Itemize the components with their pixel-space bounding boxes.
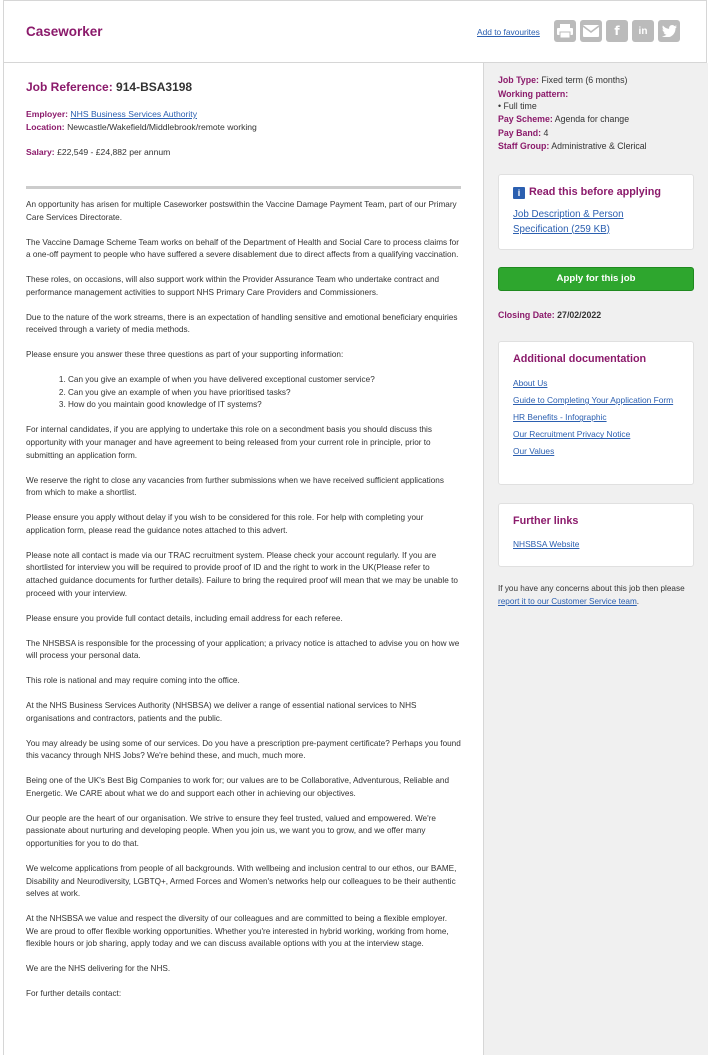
report-link[interactable]: report it to our Customer Service team (498, 596, 637, 606)
description-paragraph: Our people are the heart of our organisation. We strive to ensure they feel trusted, valued and empowered. We're passionate about nurturing and developing people. When you join us, we want you to grow, and we offer many opportunities for you to do that. (26, 813, 436, 849)
job-reference (26, 80, 192, 94)
doc-link-privacy-notice[interactable]: Our Recruitment Privacy Notice (513, 429, 631, 440)
doc-link-hr-benefits[interactable]: HR Benefits - Infographic (513, 412, 607, 423)
add-to-favourites-link[interactable]: Add to favourites (477, 27, 540, 37)
description-paragraph: At the NHS Business Services Authority (NHSBSA) we deliver a range of essential national services to NHS organisations and contractors, patients and the public. (26, 701, 417, 723)
location-label: Location: (26, 122, 65, 132)
working-pattern-value: • Full time (498, 101, 537, 112)
job-reference-value: 914-BSA3198 (116, 80, 193, 94)
page-title: Caseworker (26, 24, 103, 39)
description-paragraph: We welcome applications from people of all backgrounds. With wellbeing and inclusion central to our ethos, our BAME, Disability and Neurodiversity, LGBTQ+, Armed Forces and Women's networks help our colleagues to be their authentic selves at work. (26, 864, 457, 899)
description-paragraph: Due to the nature of the work streams, there is an expectation of handling sensitive and emotional beneficiary enquiries received through a variety of media methods. (26, 312, 458, 335)
read-before-heading (513, 186, 679, 199)
nhsbsa-website-link[interactable]: NHSBSA Website (513, 539, 580, 549)
working-pattern-label: Working pattern: (498, 88, 569, 99)
description-paragraph: Being one of the UK's Best Big Companies to work for; our values are to be Collaborative, Adventurous, Reliable and Energetic. We CARE about what we do and support each other in achieving our objectives. (26, 776, 450, 798)
description-paragraph: Please ensure you answer these three questions as part of your supporting information: (26, 350, 344, 360)
question-item: 1. Can you give an example of when you have delivered exceptional customer service? (68, 374, 461, 387)
description-paragraph: Please ensure you provide full contact details, including email address for each referee. (26, 613, 343, 623)
description-paragraph: At the NHSBSA we value and respect the diversity of our colleagues and are committed to being a flexible employer. We are proud to offer flexible working opportunities. Whether you're interested in hybrid working, working from home, flexible hours or job sharing, apply today and we can discuss available options with you at the interview stage. (26, 914, 449, 949)
job-description (26, 199, 461, 1013)
question-item: 2. Can you give an example of when you have prioritised tasks? (68, 387, 461, 400)
employer-link[interactable]: NHS Business Services Authority (70, 109, 197, 119)
further-links-heading: Further links (513, 515, 579, 527)
description-paragraph: For further details contact: (26, 989, 122, 999)
concerns-text: If you have any concerns about this job then please (498, 584, 685, 593)
print-icon[interactable] (554, 20, 576, 42)
document-links (513, 377, 679, 458)
questions-list (68, 374, 461, 412)
location-value: Newcastle/Wakefield/Middlebrook/remote working (67, 122, 257, 132)
staff-group-label: Staff Group: (498, 141, 550, 152)
location-row (26, 121, 257, 134)
doc-link-application-guide[interactable]: Guide to Completing Your Application Form (513, 395, 674, 406)
employer-label: Employer: (26, 109, 69, 119)
job-type-label: Job Type: (498, 75, 539, 85)
doc-link-our-values[interactable]: Our Values (513, 446, 555, 457)
email-icon[interactable] (580, 20, 602, 42)
pay-scheme-value: Agenda for change (554, 114, 630, 125)
job-type-value: Fixed term (6 months) (541, 75, 628, 85)
info-icon: i (513, 187, 525, 199)
read-before-applying-card (498, 174, 694, 250)
employer-row (26, 108, 197, 121)
salary-value: £22,549 - £24,882 per annum (57, 147, 171, 157)
salary-row (26, 146, 170, 159)
report-concerns (498, 583, 698, 608)
concerns-end: . (636, 596, 640, 606)
description-paragraph: An opportunity has arisen for multiple Caseworker postswithin the Vaccine Damage Payment Team, part of our Primary Care Services Directorate. (26, 200, 457, 222)
twitter-icon[interactable] (658, 20, 680, 42)
doc-link-about-us[interactable]: About Us (513, 378, 548, 388)
closing-date (498, 310, 601, 320)
description-paragraph: This role is national and may require coming into the office. (26, 676, 240, 686)
description-paragraph: The Vaccine Damage Scheme Team works on behalf of the Department of Health and Social Care to process claims for a one-off payment to people who have suffered a severe disablement due to direct affects from a qualifying vaccination. (26, 237, 459, 260)
staff-group-value: Administrative & Clerical (551, 141, 647, 152)
salary-label: Salary: (26, 147, 55, 157)
pay-band-label: Pay Band: (498, 127, 542, 138)
share-icons (554, 20, 680, 42)
description-paragraph: You may already be using some of our services. Do you have a prescription pre-payment certificate? Perhaps you found this vacancy through NHS Jobs? We're behind these, and much, much more. (26, 738, 461, 761)
description-paragraph: Please ensure you apply without delay if you wish to be considered for this role. For help with completing your application form, please read the guidance notes attached to this advert. (26, 513, 424, 535)
question-item: 3. How do you maintain good knowledge of IT systems? (68, 399, 461, 412)
job-summary (498, 74, 647, 154)
pay-scheme-label: Pay Scheme: (498, 114, 553, 125)
description-paragraph: These roles, on occasions, will also support work within the Provider Assurance Team who undertake contract and performance management activities to support NHS Primary Care Providers and Commissioners. (26, 275, 440, 297)
additional-documentation-card (498, 341, 694, 485)
description-paragraph: We are the NHS delivering for the NHS. (26, 964, 171, 974)
page-header (3, 0, 707, 63)
description-paragraph: The NHSBSA is responsible for the processing of your application; a privacy notice is attached to advise you on how we will process your personal data. (26, 638, 460, 661)
facebook-icon[interactable]: f (606, 20, 628, 42)
job-reference-label: Job Reference: (26, 80, 113, 94)
linkedin-icon[interactable]: in (632, 20, 654, 42)
job-description-link[interactable]: Job Description & Person Specification (259 KB) (513, 209, 624, 235)
apply-button[interactable]: Apply for this job (498, 267, 694, 291)
pay-band-value: 4 (543, 127, 549, 138)
divider (26, 186, 461, 189)
additional-documentation-heading: Additional documentation (513, 353, 647, 365)
description-paragraph: For internal candidates, if you are applying to undertake this role on a secondment basis you should discuss this opportunity with your manager and have agreement to being released from your current role in principle, prior to submitting an application form. (26, 425, 432, 460)
further-links-card (498, 503, 694, 567)
description-paragraph: Please note all contact is made via our TRAC recruitment system. Please check your account regularly. If you are shortlisted for interview you will be required to provide proof of ID and the right to work in the UK(Please refer to attached guidance documents for further details). Failure to bring the required proof will mean that we may be unable to proceed with your interview. (26, 550, 458, 598)
closing-date-value: 27/02/2022 (557, 310, 602, 320)
closing-date-label: Closing Date: (498, 310, 555, 320)
read-before-title: Read this before applying (529, 186, 661, 198)
description-paragraph: We reserve the right to close any vacancies from further submissions when we have received sufficient applications from which to make a shortlist. (26, 475, 444, 498)
